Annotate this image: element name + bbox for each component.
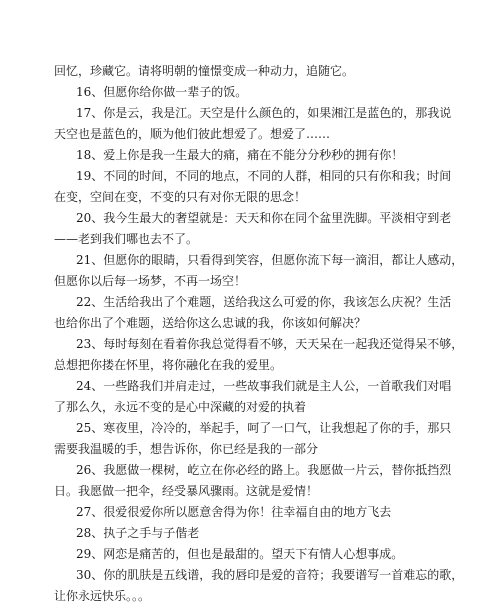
line-text: 24、一些路我们并肩走过，一些故事我们就是主人公，一首歌我们对唱 — [76, 379, 452, 393]
line-text: 20、我今生最大的奢望就是：天天和你在同个盆里洗脚。平淡相守到老 — [76, 211, 452, 225]
line-text: ——老到我们哪也去不了。 — [54, 232, 199, 246]
line-text: 30、你的肌肤是五线谱，我的唇印是爱的音符；我要谱写一首难忘的歌， — [76, 568, 464, 582]
text-line — [0, 584, 500, 609]
line-text: 26、我愿做一棵树，屹立在你必经的路上。我愿做一片云，替你抵挡烈 — [76, 463, 452, 477]
line-text: 总想把你搂在怀里，将你融化在我的爱里。 — [54, 358, 283, 372]
line-text: 23、每时每刻在看着你我总觉得看不够，天天呆在一起我还觉得呆不够， — [76, 337, 464, 351]
line-text: 也给你出了个难题，送给你这么忠诚的我，你该如何解决？ — [54, 316, 367, 330]
line-text: 日。我愿做一把伞，经受暴风骤雨。这就是爱情！ — [54, 484, 319, 498]
line-text: 天空也是蓝色的，顺为他们彼此想爱了。想爱了…… — [54, 127, 331, 141]
line-text: 21、但愿你的眼睛，只看得到笑容，但愿你流下每一滴泪，都让人感动， — [76, 253, 464, 267]
line-text: 需要我温暖的手，想告诉你，你已经是我的一部分 — [54, 442, 319, 456]
line-text: 在变，空间在变，不变的只有对你无限的思念！ — [54, 190, 307, 204]
line-text: 27、很爱很爱你所以愿意舍得为你！往幸福自由的地方飞去 — [76, 505, 392, 519]
line-text: 17、你是云，我是江。天空是什么颜色的，如果湘江是蓝色的，那我说 — [76, 106, 452, 120]
line-text: 让你永远快乐。。。 — [54, 589, 151, 603]
line-text: 了那么久，永远不变的是心中深藏的对爱的执着 — [54, 400, 307, 414]
line-text: 29、网恋是痛苦的，但也是最甜的。望天下有情人心想事成。 — [76, 547, 404, 561]
line-text: 19、不同的时间，不同的地点，不同的人群，相同的只有你和我；时间 — [76, 169, 452, 183]
line-text: 18、爱上你是我一生最大的痛，痛在不能分分秒秒的拥有你！ — [76, 148, 404, 162]
line-text: 回忆，珍藏它。请将明朝的憧憬变成一种动力，追随它。 — [54, 64, 355, 78]
line-text: 22、生活给我出了个难题，送给我这么可爱的你，我该怎么庆祝？生活 — [76, 295, 452, 309]
line-text: 但愿你以后每一场梦，不再一场空！ — [54, 274, 247, 288]
line-text: 28、执子之手与子偕老 — [76, 526, 200, 540]
line-text: 25、寒夜里，冷冷的，举起手，呵了一口气，让我想起了你的手，那只 — [76, 421, 452, 435]
line-text: 16、但愿你给你做一辈子的饭。 — [76, 85, 248, 99]
